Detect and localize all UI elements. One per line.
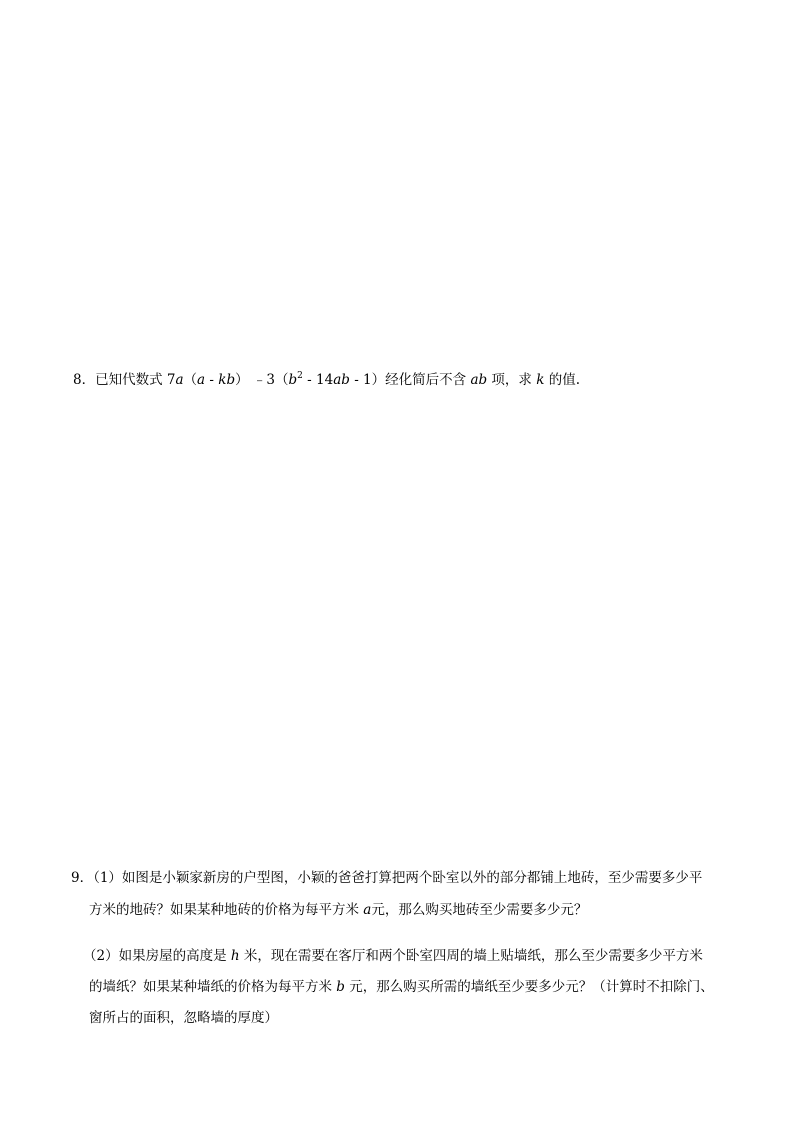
question-text: - 14 <box>302 372 334 388</box>
question-text: 的值. <box>544 372 581 388</box>
question-text: 项，求 <box>487 372 537 388</box>
question-text: 方米的地砖？如果某种地砖的价格为每平方米 <box>89 902 364 918</box>
question-text: （2）如果房屋的高度是 <box>83 948 231 964</box>
question-9-line-2 <box>89 904 587 918</box>
question-text: 元，那么购买所需的墙纸至少要多少元？（计算时不扣除门、 <box>344 979 714 995</box>
math-variable: h <box>230 948 240 964</box>
math-variable: a <box>197 372 206 388</box>
question-text: 的墙纸？如果某种墙纸的价格为每平方米 <box>89 979 337 995</box>
question-text: 已知代数式 7 <box>95 372 176 388</box>
question-text: （1）如图是小颖家新房的户型图，小颖的爸爸打算把两个卧室以外的部分都铺上地砖，至少需要多少平 <box>93 870 703 886</box>
math-variable: a <box>175 372 184 388</box>
math-variable: b <box>336 979 345 995</box>
question-9-line-3 <box>83 950 703 964</box>
question-number: 8． <box>73 372 96 388</box>
question-text: - <box>205 372 219 388</box>
question-text: （ <box>183 372 198 388</box>
math-variable: ab <box>470 372 488 388</box>
question-9-line-4 <box>89 981 714 995</box>
question-text: 元，那么购买地砖至少需要多少元？ <box>371 902 588 918</box>
math-variable: b <box>288 372 298 388</box>
math-variable: a <box>363 902 372 918</box>
question-text: 米，现在需要在客厅和两个卧室四周的墙上贴墙纸，那么至少需要多少平方米 <box>239 948 703 964</box>
math-variable: k <box>536 372 545 388</box>
question-text: ） ﹣3（ <box>235 372 289 388</box>
question-8 <box>73 371 581 388</box>
math-variable: ab <box>333 372 350 388</box>
question-9-line-1 <box>71 872 702 886</box>
question-text: - 1）经化简后不含 <box>349 372 471 388</box>
question-number: 9． <box>71 870 94 886</box>
exponent: 2 <box>297 371 303 381</box>
question-text: 窗所占的面积，忽略墙的厚度） <box>89 1010 278 1026</box>
math-variable: kb <box>218 372 236 388</box>
question-9-line-5 <box>89 1012 278 1026</box>
